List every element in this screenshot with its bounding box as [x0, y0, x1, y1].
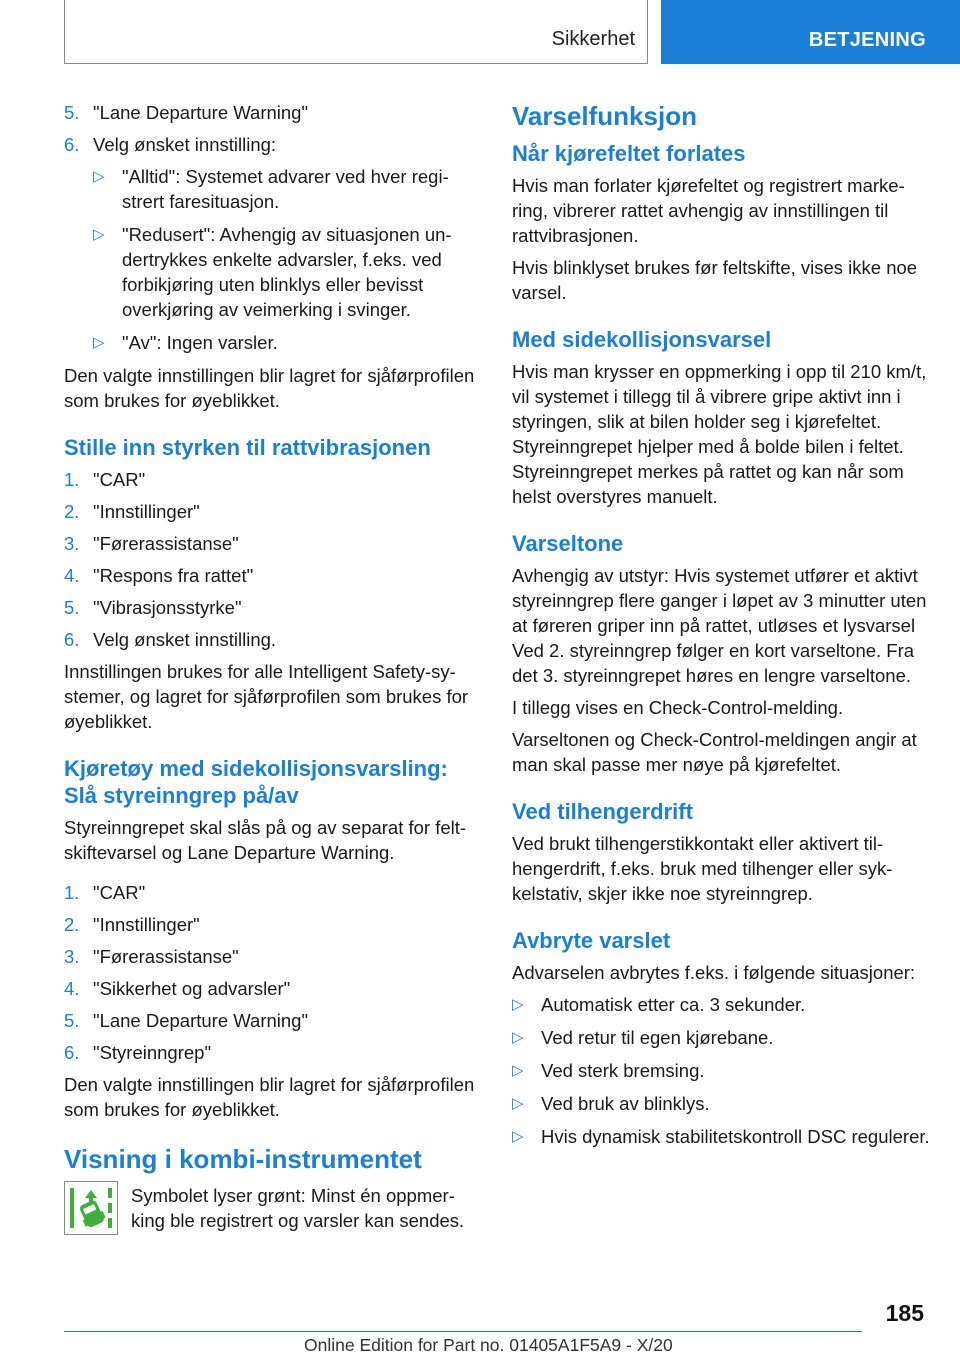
heading-leaving-lane: Når kjørefeltet forlates: [512, 141, 746, 166]
paragraph: Styreinngrepet skal slås på og av separat for feltskiftevarsel og Lane Departure Warning.: [64, 817, 467, 863]
list-item: 3. "Førerassistanse": [64, 946, 239, 967]
list-item: 3. "Førerassistanse": [64, 533, 239, 554]
list-item: 6. "Styreinngrep": [64, 1042, 212, 1063]
paragraph: Hvis blinklyset brukes før feltskifte, vises ikke noe varsel.: [512, 257, 918, 303]
header-section-box: [64, 0, 648, 64]
list-item: ▷ "Alltid": Systemet advarer ved hver registrert faresituasjon.: [93, 166, 449, 212]
list-item: ▷ "Redusert": Avhengig av situasjonen undertrykkes enkelte advarsler, f.eks. ved forbikjøring uten blinklys eller bevisst overkjøring av veimerking i svinger.: [93, 224, 452, 320]
heading-display: Visning i kombi-instrumentet: [64, 1144, 422, 1174]
header-chapter-box: [661, 0, 960, 64]
steps-list-a: [64, 100, 476, 157]
page-number: 185: [885, 1300, 924, 1326]
triangle-bullet-icon: ▷: [512, 1062, 524, 1079]
triangle-bullet-icon: ▷: [512, 1128, 524, 1145]
list-item: ▷ Automatisk etter ca. 3 sekunder.: [512, 994, 806, 1015]
paragraph: Hvis man krysser en oppmerking i opp til 210 km/t, vil systemet i tillegg til å vibrere gripe aktivt inn i styringen, slik at bilen holder seg i kjørefeltet. Styreinngrepet hjelper med å bolde bilen i feltet. Styreinngrepet merkes på rattet og kan når som helst overstyres manuelt.: [512, 361, 927, 507]
footer-edition: Online Edition for Part no. 01405A1F5A9 - X/20: [304, 1335, 673, 1355]
list-item: 1. "CAR": [64, 469, 146, 490]
chapter-title: BETJENING: [808, 29, 926, 51]
heading-side-collision: Kjøretøy med sidekollisjonsvarsling: Slå styreinngrep på/av: [64, 756, 448, 808]
list-item: 1. "CAR": [64, 882, 146, 903]
icon-explanation: [64, 1183, 476, 1243]
list-item: 6. Velg ønsket innstilling:: [64, 134, 277, 155]
triangle-bullet-icon: ▷: [93, 226, 105, 243]
triangle-bullet-icon: ▷: [512, 1095, 524, 1112]
cancel-situations-list: [512, 992, 930, 1149]
steps-list-c: [64, 880, 476, 1065]
heading-trailer: Ved tilhengerdrift: [512, 799, 693, 824]
section-title: Sikkerhet: [551, 28, 635, 50]
steps-list-b: [64, 467, 476, 652]
list-item: 5. "Lane Departure Warning": [64, 102, 309, 123]
list-item: 6. Velg ønsket innstilling.: [64, 629, 277, 650]
footer-divider: [64, 1331, 862, 1332]
list-item: 4. "Respons fra rattet": [64, 565, 254, 586]
heading-cancel-warning: Avbryte varslet: [512, 928, 671, 953]
paragraph: Innstillingen brukes for alle Intelligent Safety-systemer, og lagret for sjåførprofilen som brukes for øyeblikket.: [64, 661, 469, 732]
paragraph: Ved brukt tilhengerstikkontakt eller aktivert tilhengerdrift, f.eks. bruk med tilhenger eller sykkelstativ, skjer ikke noe styreinngrep.: [512, 833, 893, 904]
left-column: [64, 100, 476, 1243]
triangle-bullet-icon: ▷: [93, 168, 105, 185]
icon-description: Symbolet lyser grønt: Minst én oppmerking ble registrert og varsler kan sendes.: [131, 1185, 465, 1231]
right-column: [512, 100, 930, 1157]
heading-side-warning: Med sidekollisjonsvarsel: [512, 327, 772, 352]
triangle-bullet-icon: ▷: [93, 334, 105, 351]
paragraph: Den valgte innstillingen blir lagret for sjåførprofilen som brukes for øyeblikket.: [64, 1074, 475, 1120]
settings-options-list: [93, 164, 476, 355]
list-item: 5. "Vibrasjonsstyrke": [64, 597, 242, 618]
heading-warning-function: Varselfunksjon: [512, 101, 697, 131]
list-item: 5. "Lane Departure Warning": [64, 1010, 309, 1031]
triangle-bullet-icon: ▷: [512, 1029, 524, 1046]
list-item: ▷ Ved sterk bremsing.: [512, 1060, 705, 1081]
triangle-bullet-icon: ▷: [512, 996, 524, 1013]
list-item: 2. "Innstillinger": [64, 501, 200, 522]
heading-vibration: Stille inn styrken til rattvibrasjonen: [64, 435, 431, 460]
lane-keeping-icon: [64, 1181, 118, 1235]
paragraph: I tillegg vises en Check-Control-melding.: [512, 697, 844, 718]
list-item: 4. "Sikkerhet og advarsler": [64, 978, 291, 999]
paragraph: Hvis man forlater kjørefeltet og registrert markering, vibrerer rattet avhengig av innstillingen til rattvibrasjonen.: [512, 175, 905, 246]
list-item: ▷ Ved bruk av blinklys.: [512, 1093, 710, 1114]
heading-warning-tone: Varseltone: [512, 531, 624, 556]
list-item: ▷ Hvis dynamisk stabilitetskontroll DSC regulerer.: [512, 1126, 930, 1147]
list-item: 2. "Innstillinger": [64, 914, 200, 935]
list-item: ▷ "Av": Ingen varsler.: [93, 332, 278, 353]
list-item: ▷ Ved retur til egen kjørebane.: [512, 1027, 774, 1048]
paragraph: Varseltonen og Check-Control-meldingen angir at man skal passe mer nøye på kjørefeltet.: [512, 729, 917, 775]
paragraph: Den valgte innstillingen blir lagret for sjåførprofilen som brukes for øyeblikket.: [64, 365, 475, 411]
paragraph: Advarselen avbrytes f.eks. i følgende situasjoner:: [512, 962, 916, 983]
paragraph: Avhengig av utstyr: Hvis systemet utfører et aktivt styreinngrep flere ganger i løpet av 3 minutter uten at føreren griper inn på rattet, utløses et lysvarsel Ved 2. styreinngrep følger en kort varseltone. Fra det 3. styreinngrepet høres en lengre varseltone.: [512, 565, 927, 686]
